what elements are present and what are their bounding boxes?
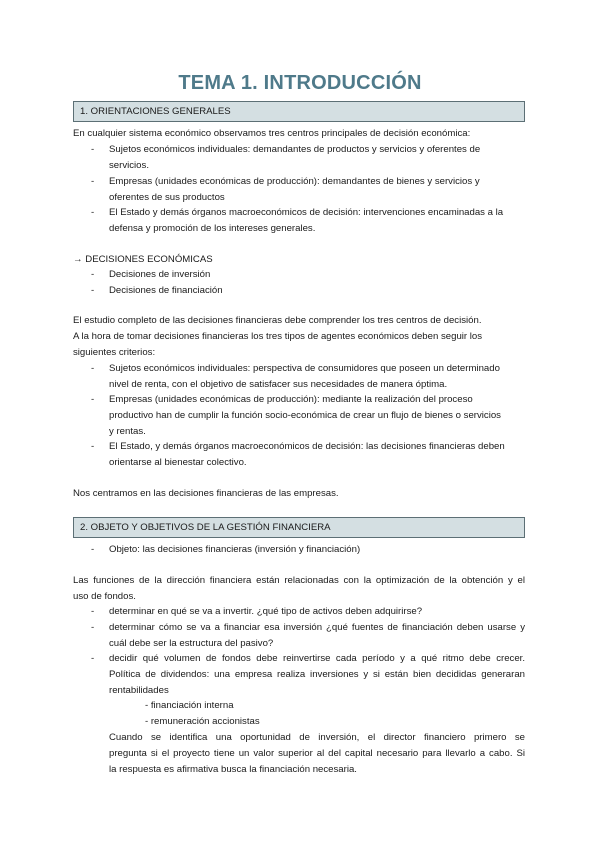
task-item-2-line1: determinar cómo se va a financiar esa inversión ¿qué fuentes de financiación deben usarse y bbox=[109, 622, 525, 633]
center-item-3-line1: El Estado y demás órganos macroeconómicos de decisión: intervenciones encaminadas a la bbox=[109, 207, 504, 218]
center-item-3-line2: defensa y promoción de los intereses generales. bbox=[109, 223, 316, 234]
task-item-2-line2: cuál debe ser la estructura del pasivo? bbox=[109, 638, 274, 649]
task-item-3-line1: decidir qué volumen de fondos debe reinvertirse cada período y a qué ritmo debe crecer. bbox=[109, 653, 525, 664]
functions-line2: uso de fondos. bbox=[73, 591, 136, 602]
intro-paragraph: En cualquier sistema económico observamos tres centros principales de decisión económica: bbox=[73, 128, 471, 139]
section-heading-objeto: 2. OBJETO Y OBJETIVOS DE LA GESTIÓN FINANCIERA bbox=[73, 517, 525, 538]
bullet-dash: - bbox=[91, 176, 95, 187]
center-item-2-line2: oferentes de sus productos bbox=[109, 192, 225, 203]
sub-item-remuneracion: - remuneración accionistas bbox=[145, 716, 260, 727]
closing-paragraph: Nos centramos en las decisiones financieras de las empresas. bbox=[73, 488, 339, 499]
object-item: Objeto: las decisiones financieras (inversión y financiación) bbox=[109, 544, 361, 555]
bullet-dash: - bbox=[91, 441, 95, 452]
bullet-dash: - bbox=[91, 207, 95, 218]
bullet-dash: - bbox=[91, 394, 95, 405]
criteria-item-3-line2: orientarse al bienestar colectivo. bbox=[109, 457, 247, 468]
center-item-1-line1: Sujetos económicos individuales: demandantes de productos y servicios y oferentes de bbox=[109, 144, 481, 155]
final-paragraph-line2: pregunta si el proyecto tiene un valor superior al del capital necesario para llevarlo a cabo. Si bbox=[109, 748, 525, 759]
functions-line1: Las funciones de la dirección financiera están relacionadas con la optimización de la obtención y el bbox=[73, 575, 525, 586]
decisions-heading: → DECISIONES ECONÓMICAS bbox=[73, 254, 213, 265]
center-item-1-line2: servicios. bbox=[109, 160, 149, 171]
criteria-item-1-line1: Sujetos económicos individuales: perspectiva de consumidores que poseen un determinado bbox=[109, 363, 500, 374]
study-paragraph: El estudio completo de las decisiones financieras debe comprender los tres centros de decisión. bbox=[73, 315, 482, 326]
bullet-dash: - bbox=[91, 363, 95, 374]
bullet-dash: - bbox=[91, 653, 95, 664]
decision-item-financiacion: Decisiones de financiación bbox=[109, 285, 223, 296]
bullet-dash: - bbox=[91, 622, 95, 633]
criteria-intro-line2: siguientes criterios: bbox=[73, 347, 156, 358]
criteria-item-3-line1: El Estado, y demás órganos macroeconómicos de decisión: las decisiones financieras deben bbox=[109, 441, 505, 452]
final-paragraph-line1: Cuando se identifica una oportunidad de inversión, el director financiero primero se bbox=[109, 732, 525, 743]
task-item-1: determinar en qué se va a invertir. ¿qué tipo de activos deben adquirirse? bbox=[109, 606, 423, 617]
bullet-dash: - bbox=[91, 285, 95, 296]
criteria-item-2-line2: productivo han de cumplir la función socio-económica de crear un flujo de bienes o servicios bbox=[109, 410, 501, 421]
task-item-3-line3: rentabilidades bbox=[109, 685, 169, 696]
decision-item-inversion: Decisiones de inversión bbox=[109, 269, 211, 280]
bullet-dash: - bbox=[91, 606, 95, 617]
bullet-dash: - bbox=[91, 544, 95, 555]
criteria-item-2-line3: y rentas. bbox=[109, 426, 146, 437]
bullet-dash: - bbox=[91, 269, 95, 280]
final-paragraph-line3: la respuesta es afirmativa busca la financiación necesaria. bbox=[109, 764, 357, 775]
criteria-item-2-line1: Empresas (unidades económicas de producción): mediante la realización del proceso bbox=[109, 394, 473, 405]
criteria-item-1-line2: nivel de renta, con el objetivo de satisfacer sus necesidades de manera óptima. bbox=[109, 379, 448, 390]
bullet-dash: - bbox=[91, 144, 95, 155]
center-item-2-line1: Empresas (unidades económicas de producción): demandantes de bienes y servicios y bbox=[109, 176, 480, 187]
criteria-intro-line1: A la hora de tomar decisiones financieras los tres tipos de agentes económicos deben seguir los bbox=[73, 331, 483, 342]
task-item-3-line2: Política de dividendos: una empresa realiza inversiones y si están bien decididas generaran bbox=[109, 669, 525, 680]
sub-item-financiacion-interna: - financiación interna bbox=[145, 700, 234, 711]
document-title: TEMA 1. INTRODUCCIÓN bbox=[178, 72, 422, 94]
section-heading-orientaciones: 1. ORIENTACIONES GENERALES bbox=[73, 101, 525, 122]
